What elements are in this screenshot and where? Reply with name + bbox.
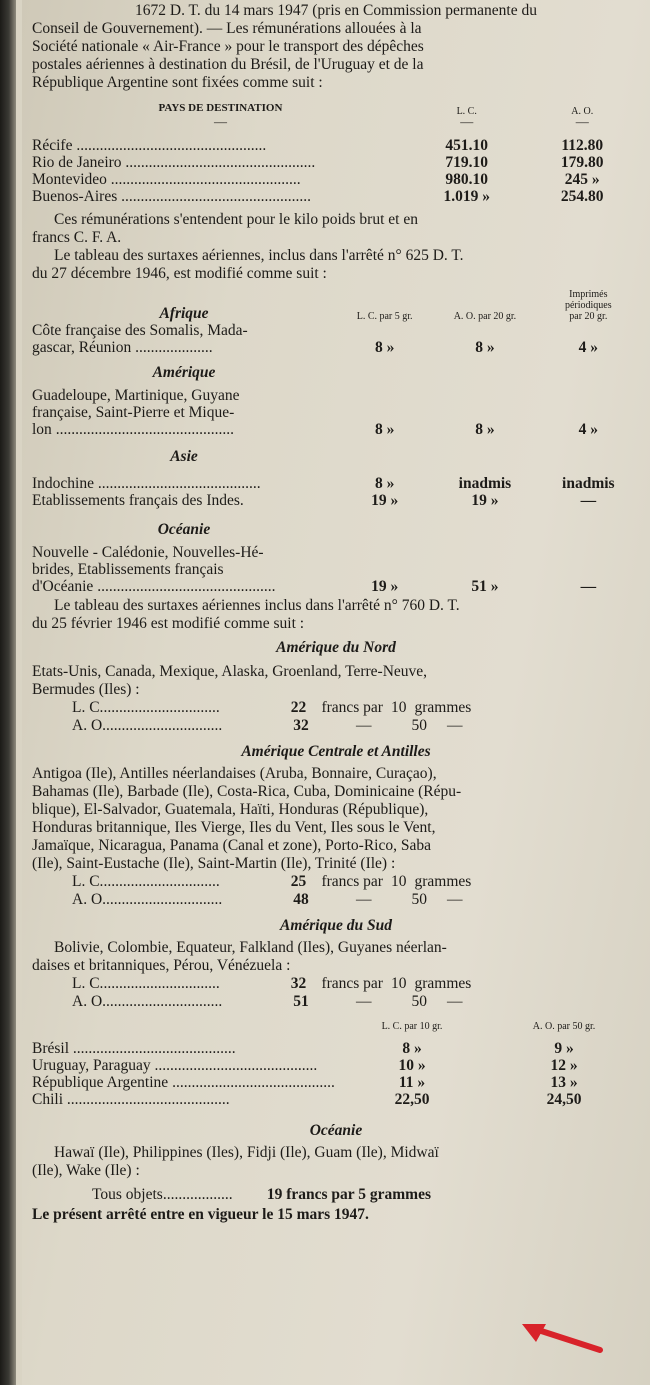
country-list-line: Etats-Unis, Canada, Mexique, Alaska, Groenland, Terre-Neuve,: [32, 663, 428, 680]
country-list-line: Honduras britannique, Iles Vierge, Iles du Vent, Iles sous le Vent,: [32, 819, 436, 836]
country-list-line: (Ile), Saint-Eustache (Ile), Saint-Martin (Ile), Trinité (Ile) :: [32, 855, 396, 872]
value-imp: —: [580, 492, 597, 509]
value-imp: inadmis: [562, 475, 615, 492]
intro-paragraph: [32, 0, 640, 92]
rate-grams: 50: [411, 717, 428, 734]
rate-dash: —: [356, 717, 372, 734]
section-title-amerique-sud: Amérique du Sud: [280, 917, 392, 934]
table-row: Uruguay, Paraguay .......................................... 10 » 12 »: [32, 1057, 640, 1074]
value-lc: 11 »: [398, 1074, 426, 1091]
column-header: L. C.: [456, 106, 477, 117]
value-imp: —: [580, 578, 597, 595]
note-paragraph: [32, 211, 640, 247]
row-label: Rio de Janeiro: [32, 154, 122, 171]
section-title-amerique-nord: Amérique du Nord: [276, 639, 396, 656]
row-label: Côte française des Somalis, Mada-: [32, 322, 248, 339]
value-imp: 4 »: [578, 339, 598, 356]
table-row: Buenos-Aires ................................................. 1.019 » 254.80: [32, 188, 640, 205]
intro-line: postales aériennes à destination du Brésil, de l'Uruguay et de la: [32, 56, 424, 73]
value-ao: 112.80: [561, 137, 604, 154]
value-ao: 9 »: [554, 1040, 574, 1057]
rate-line-ao: A. O. .............................. 32 — 50 —: [72, 717, 463, 734]
closing-sentence: Le présent arrêté entre en vigueur le 15 mars 1947.: [32, 1206, 369, 1223]
row-label: lon: [32, 421, 52, 438]
section-title-asie: Asie: [170, 448, 198, 465]
column-header: L. C. par 5 gr.: [356, 311, 413, 322]
rate-label: A. O.: [72, 993, 107, 1010]
column-header: périodiques: [564, 300, 612, 311]
rate-grams: 10: [390, 699, 407, 716]
row-label: gascar, Réunion: [32, 339, 132, 356]
row-label: Etablissements français des Indes.: [32, 492, 244, 509]
rate-grams: 10: [390, 873, 407, 890]
rate-grams: 50: [411, 891, 428, 908]
value-lc: 719.10: [445, 154, 489, 171]
rate-line-ao: A. O. .............................. 51 — 50 —: [72, 993, 463, 1010]
column-header: Imprimés: [569, 289, 608, 300]
intro-line: République Argentine sont fixées comme suit :: [32, 74, 323, 91]
rate-text: francs par: [321, 975, 383, 992]
table-row: Chili .......................................... 22,50 24,50: [32, 1091, 640, 1108]
document-page: [22, 0, 650, 1385]
country-list-line: Antigoa (Ile), Antilles néerlandaises (Aruba, Bonnaire, Curaçao),: [32, 765, 437, 782]
row-label: brides, Etablissements français: [32, 561, 224, 578]
section-amerique-sud: [32, 939, 640, 1011]
row-label: Guadeloupe, Martinique, Guyane: [32, 387, 240, 404]
rate-line-lc: L. C. .............................. 32 francs par 10 grammes: [72, 975, 472, 992]
column-header: L. C. par 10 gr.: [381, 1021, 443, 1032]
rate-unit: grammes: [414, 975, 472, 992]
rate-dash: —: [356, 993, 372, 1010]
rate-value: 25: [290, 873, 307, 890]
rate-text: francs par: [321, 873, 383, 890]
row-label: Récife: [32, 137, 73, 154]
rate-value: 32: [293, 717, 309, 734]
rate-dash: —: [447, 993, 463, 1010]
value-ao: 8 »: [475, 421, 495, 438]
rate-dash: —: [447, 717, 463, 734]
intro-line: 1672 D. T. du 14 mars 1947 (pris en Commission permanente du: [135, 2, 537, 19]
column-header: A. O. par 20 gr.: [453, 311, 517, 322]
country-list-line: Jamaïque, Nicaragua, Panama (Canal et zone), Porto-Rico, Saba: [32, 837, 431, 854]
section-title-amerique: Amérique: [152, 364, 216, 381]
rate-text: francs par: [321, 699, 383, 716]
table-row: Récife ................................................. 451.10 112.80: [32, 137, 640, 154]
value-lc: 8 »: [374, 339, 395, 356]
value-lc: 19 »: [371, 492, 399, 509]
value-ao: 19 »: [471, 492, 499, 509]
table-south-america-rates: [32, 1021, 640, 1108]
value-ao: 24,50: [546, 1091, 582, 1108]
rate-line-lc: L. C. .............................. 22 francs par 10 grammes: [72, 699, 472, 716]
paragraph-line: du 25 février 1946 est modifié comme suit :: [32, 615, 305, 632]
column-header: A. O.: [571, 106, 594, 117]
rate-label: L. C.: [72, 975, 104, 992]
rate-line-ao: A. O. .............................. 48 — 50 —: [72, 891, 463, 908]
rate-dash: —: [356, 891, 372, 908]
book-binding: [0, 0, 16, 1385]
rate-grams: 50: [411, 993, 428, 1010]
table-row: République Argentine .......................................... 11 » 13 »: [32, 1074, 640, 1091]
value-ao: 13 »: [550, 1074, 578, 1091]
note-line: francs C. F. A.: [32, 229, 122, 246]
section-amerique-centrale: [32, 765, 640, 909]
value-lc: 1.019 »: [443, 188, 490, 205]
row-label: Montevideo: [32, 171, 107, 188]
value-lc: 8 »: [374, 475, 395, 492]
rate-grams: 10: [390, 975, 407, 992]
table-row: Rio de Janeiro ................................................. 719.10 179.80: [32, 154, 640, 171]
rate-value: 19 francs par 5 grammes: [266, 1186, 431, 1203]
value-lc: 980.10: [445, 171, 489, 188]
row-label: Buenos-Aires: [32, 188, 118, 205]
paragraph-surtaxes-760: [32, 597, 640, 633]
table-row: Brésil .......................................... 8 » 9 »: [32, 1040, 640, 1057]
country-list-line: Bolivie, Colombie, Equateur, Falkland (Iles), Guyanes néerlan-: [54, 939, 447, 956]
rate-label: A. O.: [72, 717, 107, 734]
section-oceanie-2: [32, 1144, 640, 1204]
rate-label: L. C.: [72, 699, 104, 716]
table-row: [32, 492, 640, 509]
intro-line: Société nationale « Air-France » pour le transport des dépêches: [32, 38, 424, 55]
rate-line-lc: L. C. .............................. 25 francs par 10 grammes: [72, 873, 472, 890]
rate-unit: grammes: [414, 699, 472, 716]
paragraph-line: Le tableau des surtaxes aériennes, inclus dans l'arrêté n° 625 D. T.: [54, 247, 464, 264]
section-title-afrique: Afrique: [159, 305, 209, 322]
table-destination-rates: PAYS DE DESTINATION L. C. A. O. — — — Récife ................................................. 451.10 112.80 Rio de Janeiro ................................................. 719.10 179.80 Montevideo ................................................. 980.10 245 » Buenos-Aires ................................................. 1.019 » 254.80: [32, 100, 640, 205]
value-lc: 19 »: [371, 578, 399, 595]
value-lc: 22,50: [394, 1091, 430, 1108]
value-lc: 10 »: [398, 1057, 426, 1074]
rate-value: 32: [290, 975, 307, 992]
section-title-amerique-centrale: Amérique Centrale et Antilles: [241, 743, 431, 760]
value-ao: 12 »: [550, 1057, 578, 1074]
rate-line-tous-objets: Tous objets .................. 19 francs par 5 grammes: [92, 1186, 431, 1203]
section-title-oceanie-2: Océanie: [309, 1122, 363, 1139]
value-lc: 8 »: [374, 421, 395, 438]
row-label: République Argentine: [32, 1074, 169, 1091]
row-label: Nouvelle - Calédonie, Nouvelles-Hé-: [32, 544, 264, 561]
note-line: Ces rémunérations s'entendent pour le kilo poids brut et en: [54, 211, 418, 228]
rate-value: 51: [293, 993, 309, 1010]
country-list-line: Hawaï (Ile), Philippines (Iles), Fidji (Ile), Guam (Ile), Midwaï: [54, 1144, 439, 1161]
country-list-line: daises et britanniques, Pérou, Vénézuela :: [32, 957, 291, 974]
row-label: d'Océanie: [32, 578, 94, 595]
value-ao: 254.80: [560, 188, 604, 205]
country-list-line: Bahamas (Ile), Barbade (Ile), Costa-Rica, Cuba, Dominicaine (Répu-: [32, 783, 462, 800]
section-amerique-nord: [32, 663, 640, 735]
table-surtaxes: Afrique L. C. par 5 gr. A. O. par 20 gr. Imprimés périodiques par 20 gr. Côte française des Somalis, Mada- gascar, Réunion .................... 8 » 8 » 4 » Amérique Guadeloupe, Martinique, Guyane française, Saint-Pierre et Mique- lon .............................................. 8 » 8 » 4 » Asie Indochine .......................................... 8 » inadmis inadmis Etablissements français des Indes. 19 » 19 » — Océanie Nouvelle - Calédonie, Nouvelles-Hé- brides, Etablissements français d'Océanie .............................................. 19 » 51 » —: [32, 289, 640, 595]
rate-label: Tous objets: [92, 1186, 163, 1203]
value-ao: 51 »: [471, 578, 499, 595]
value-ao: inadmis: [458, 475, 512, 492]
value-imp: 4 »: [578, 421, 598, 438]
column-header: PAYS DE DESTINATION: [158, 102, 283, 114]
row-label: Chili: [32, 1091, 64, 1108]
value-lc: 451.10: [445, 137, 489, 154]
section-title-oceanie: Océanie: [157, 521, 211, 538]
value-ao: 245 »: [564, 171, 600, 188]
rate-value: 22: [290, 699, 307, 716]
paragraph-surtaxes-625: [32, 247, 640, 283]
table-row: Indochine .......................................... 8 » inadmis inadmis: [32, 465, 640, 492]
column-header: A. O. par 50 gr.: [532, 1021, 596, 1032]
country-list-line: Bermudes (Iles) :: [32, 681, 140, 698]
rate-unit: grammes: [414, 873, 472, 890]
table-row: Montevideo ................................................. 980.10 245 »: [32, 171, 640, 188]
row-label: Indochine: [32, 475, 94, 492]
row-label: Uruguay, Paraguay: [32, 1057, 151, 1074]
rate-label: L. C.: [72, 873, 104, 890]
value-ao: 179.80: [560, 154, 604, 171]
rate-dash: —: [447, 891, 463, 908]
paragraph-line: Le tableau des surtaxes aériennes inclus dans l'arrêté n° 760 D. T.: [54, 597, 460, 614]
rate-value: 48: [293, 891, 309, 908]
red-arrow-icon: [520, 1318, 610, 1358]
column-header: par 20 gr.: [569, 311, 608, 322]
rate-label: A. O.: [72, 891, 107, 908]
value-lc: 8 »: [402, 1040, 422, 1057]
value-ao: 8 »: [475, 339, 495, 356]
row-label: Brésil: [32, 1040, 70, 1057]
intro-line: Conseil de Gouvernement). — Les rémunérations allouées à la: [32, 20, 422, 37]
country-list-line: (Ile), Wake (Ile) :: [32, 1162, 140, 1179]
paragraph-line: du 27 décembre 1946, est modifié comme suit :: [32, 265, 327, 282]
row-label: française, Saint-Pierre et Mique-: [32, 404, 235, 421]
country-list-line: blique), El-Salvador, Guatemala, Haïti, Honduras (République),: [32, 801, 429, 818]
